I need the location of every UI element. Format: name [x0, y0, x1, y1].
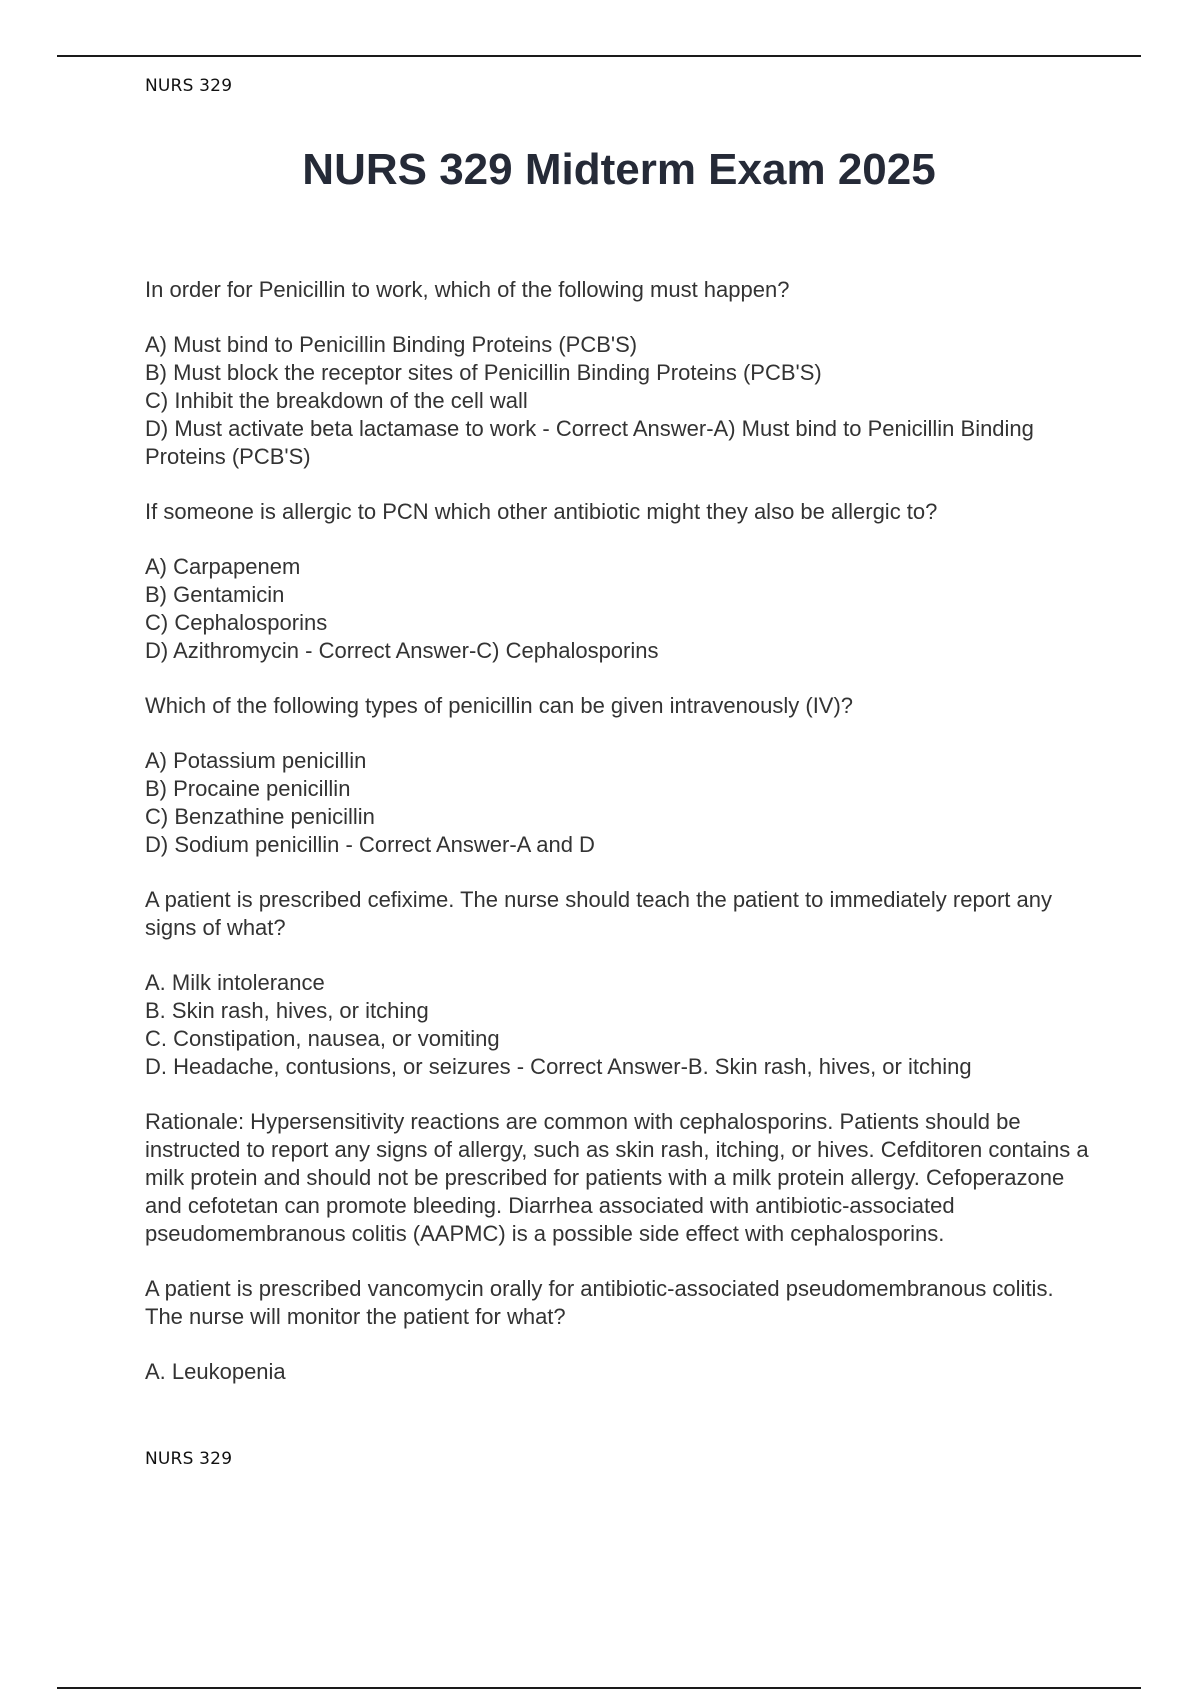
option: A) Potassium penicillin	[145, 748, 367, 773]
option: C) Benzathine penicillin	[145, 804, 375, 829]
question-prompt: Which of the following types of penicillin can be given intravenously (IV)?	[145, 693, 854, 718]
option: A. Leukopenia	[145, 1359, 286, 1384]
option-with-answer: D. Headache, contusions, or seizures - Correct Answer-B. Skin rash, hives, or itching	[145, 1054, 972, 1079]
option: A) Must bind to Penicillin Binding Proteins (PCB'S)	[145, 332, 638, 357]
question-prompt: A patient is prescribed cefixime. The nurse should teach the patient to immediately report any signs of what?	[145, 887, 1052, 940]
question-2-options	[145, 553, 1095, 665]
question-2-prompt	[145, 498, 1095, 526]
question-prompt: A patient is prescribed vancomycin orally for antibiotic-associated pseudomembranous colitis. The nurse will monitor the patient for what?	[145, 1276, 1054, 1329]
option: A. Milk intolerance	[145, 970, 325, 995]
option: C) Inhibit the breakdown of the cell wall	[145, 388, 528, 413]
option-with-answer: D) Sodium penicillin - Correct Answer-A and D	[145, 832, 595, 857]
option: B) Must block the receptor sites of Penicillin Binding Proteins (PCB'S)	[145, 360, 822, 385]
option: C) Cephalosporins	[145, 610, 328, 635]
running-header: NURS 329	[145, 76, 233, 96]
option-with-answer: D) Must activate beta lactamase to work - Correct Answer-A) Must bind to Penicillin Binding Proteins (PCB'S)	[145, 416, 1034, 469]
question-5-options	[145, 1358, 1095, 1386]
question-4-options	[145, 969, 1095, 1081]
option-with-answer: D) Azithromycin - Correct Answer-C) Cephalosporins	[145, 638, 659, 663]
bottom-rule	[57, 1687, 1141, 1689]
option: A) Carpapenem	[145, 554, 301, 579]
option: B) Gentamicin	[145, 582, 285, 607]
option: B) Procaine penicillin	[145, 776, 351, 801]
question-5-prompt	[145, 1275, 1095, 1331]
top-rule	[57, 55, 1141, 57]
question-4-prompt	[145, 886, 1095, 942]
page-title: NURS 329 Midterm Exam 2025	[302, 145, 936, 194]
question-4-rationale	[145, 1108, 1095, 1248]
document-body	[145, 276, 1095, 1413]
question-prompt: In order for Penicillin to work, which of the following must happen?	[145, 277, 790, 302]
option: C. Constipation, nausea, or vomiting	[145, 1026, 500, 1051]
question-3-prompt	[145, 692, 1095, 720]
running-footer: NURS 329	[145, 1449, 233, 1469]
question-1-options	[145, 331, 1095, 471]
question-prompt: If someone is allergic to PCN which other antibiotic might they also be allergic to?	[145, 499, 938, 524]
option: B. Skin rash, hives, or itching	[145, 998, 429, 1023]
rationale-text: Rationale: Hypersensitivity reactions are common with cephalosporins. Patients should be instructed to report any signs of allergy, such as skin rash, itching, or hives. Cefditoren contains a milk protein and should not be prescribed for patients with a milk protein allergy. Cefoperazone and cefotetan can promote bleeding. Diarrhea associated with antibiotic-associated pseudomembranous colitis (AAPMC) is a possible side effect with cephalosporins.	[145, 1109, 1089, 1246]
question-1-prompt	[145, 276, 1095, 304]
question-3-options	[145, 747, 1095, 859]
